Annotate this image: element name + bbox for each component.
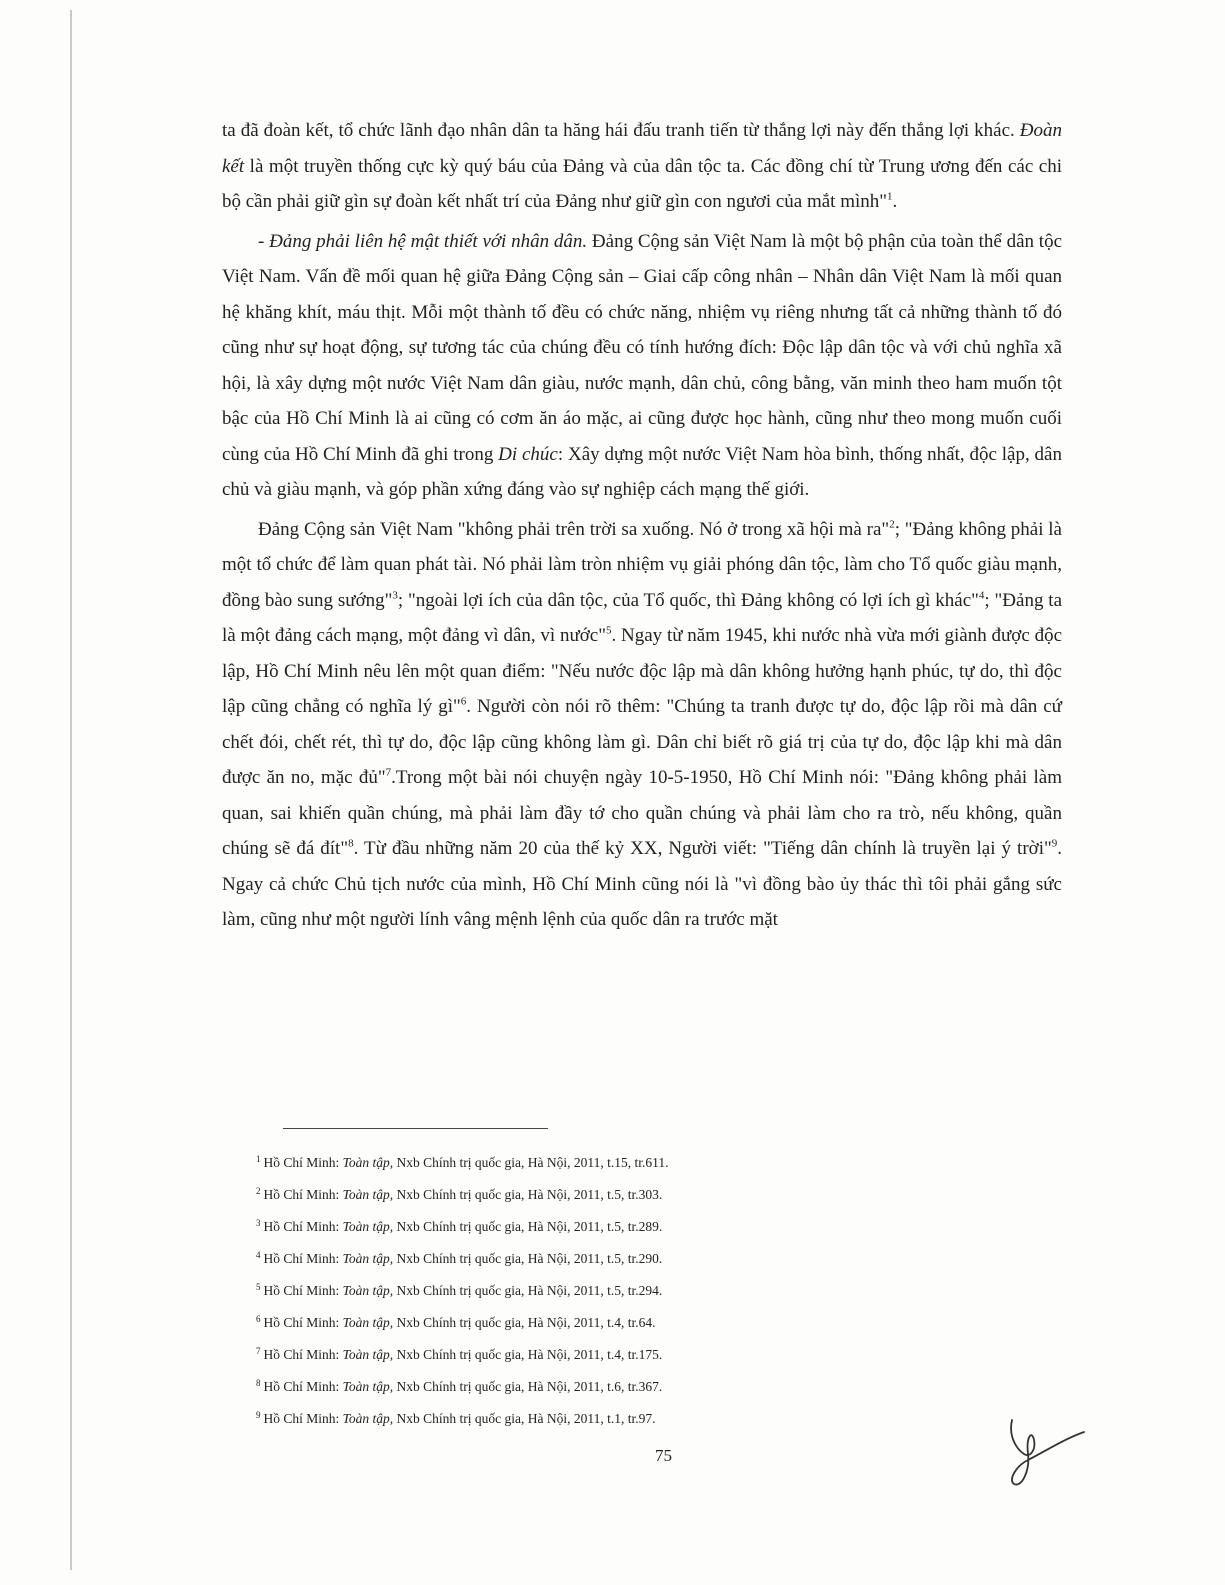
footnote: $^8$ Hồ Chí Minh: Toàn tập, Nxb Chính trị quốc gia, Hà Nội, 2011, t.6, tr.367. <box>256 1377 663 1394</box>
binding-edge-divider <box>70 10 72 1570</box>
footnote: $^7$ Hồ Chí Minh: Toàn tập, Nxb Chính trị quốc gia, Hà Nội, 2011, t.4, tr.175. <box>256 1345 663 1362</box>
footnote-ref[interactable]: 1 <box>887 190 893 203</box>
footnote: $^6$ Hồ Chí Minh: Toàn tập, Nxb Chính trị quốc gia, Hà Nội, 2011, t.4, tr.64. <box>256 1313 656 1330</box>
body-text <box>222 113 1062 938</box>
footnote-ref[interactable]: 4 <box>978 589 985 602</box>
paragraph-3: Đảng Cộng sản Việt Nam "không phải trên trời sa xuống. Nó ở trong xã hội mà ra"$^2$; "Đảng không phải là một tổ chức để làm quan phát tài. Nó phải làm tròn nhiệm vụ giải phóng dân tộc, làm cho Tổ quốc giàu mạnh, đồng bào sung sướng"$^3$; "ngoài lợi ích của dân tộc, của Tổ quốc, thì Đảng không có lợi ích gì khác"$^4$; "Đảng ta là một đảng cách mạng, một đảng vì dân, vì nước"$^5$. Ngay từ năm 1945, khi nước nhà vừa mới giành được độc lập, Hồ Chí Minh nêu lên một quan điểm: "Nếu nước độc lập mà dân không hưởng hạnh phúc, tự do, thì độc lập cũng chẳng có nghĩa lý gì"$^6$. Người còn nói rõ thêm: "Chúng ta tranh được tự do, độc lập rồi mà dân cứ chết đói, chết rét, thì tự do, độc lập cũng không làm gì. Dân chỉ biết rõ giá trị của tự do, độc lập khi mà dân được ăn no, mặc đủ"$^7$.Trong một bài nói chuyện ngày 10-5-1950, Hồ Chí Minh nói: "Đảng không phải làm quan, sai khiến quần chúng, mà phải làm đầy tớ cho quần chúng và phải làm cho ra trò, nếu không, quần chúng sẽ đá đít"$^8$. Từ đầu những năm 20 của thế kỷ XX, Người viết: "Tiếng dân chính là truyền lại ý trời"$^9$. Ngay cả chức Chủ tịch nước của mình, Hồ Chí Minh cũng nói là "vì đồng bào ủy thác thì tôi phải gắng sức làm, cũng như một người lính vâng mệnh lệnh của quốc dân ra trước mặt <box>222 518 1063 930</box>
footnote: $^9$ Hồ Chí Minh: Toàn tập, Nxb Chính trị quốc gia, Hà Nội, 2011, t.1, tr.97. <box>256 1409 656 1426</box>
footnote: $^3$ Hồ Chí Minh: Toàn tập, Nxb Chính trị quốc gia, Hà Nội, 2011, t.5, tr.289. <box>256 1217 663 1234</box>
footnote-ref[interactable]: 8 <box>348 837 354 850</box>
footnotes <box>256 1147 876 1435</box>
footnote: $^2$ Hồ Chí Minh: Toàn tập, Nxb Chính trị quốc gia, Hà Nội, 2011, t.5, tr.303. <box>256 1185 663 1202</box>
footnote-ref[interactable]: 6 <box>460 695 467 708</box>
paragraph-1: ta đã đoàn kết, tổ chức lãnh đạo nhân dân ta hăng hái đấu tranh tiến từ thắng lợi này đến thắng lợi khác. Đoàn kết là một truyền thống cực kỳ quý báu của Đảng và của dân tộc ta. Các đồng chí từ Trung ương đến các chi bộ cần phải giữ gìn sự đoàn kết nhất trí của Đảng như giữ gìn con ngươi của mắt mình"$^1$. <box>222 120 1062 212</box>
page-number: 75 <box>655 1446 672 1465</box>
footnote-ref[interactable]: 2 <box>889 518 895 531</box>
footnote-ref[interactable]: 3 <box>392 589 398 602</box>
footnote-ref[interactable]: 9 <box>1051 837 1058 850</box>
footnote-ref[interactable]: 7 <box>385 766 392 779</box>
footnote: $^4$ Hồ Chí Minh: Toàn tập, Nxb Chính trị quốc gia, Hà Nội, 2011, t.5, tr.290. <box>256 1249 663 1266</box>
paragraph-2: - Đảng phải liên hệ mật thiết với nhân dân. Đảng Cộng sản Việt Nam là một bộ phận của toàn thể dân tộc Việt Nam. Vấn đề mối quan hệ giữa Đảng Cộng sản – Giai cấp công nhân – Nhân dân Việt Nam là mối quan hệ khăng khít, máu thịt. Mỗi một thành tố đều có chức năng, nhiệm vụ riêng nhưng tất cả những thành tố đó cũng như sự hoạt động, sự tương tác của chúng đều có tính hướng đích: Độc lập dân tộc và với chủ nghĩa xã hội, là xây dựng một nước Việt Nam dân giàu, nước mạnh, dân chủ, công bằng, văn minh theo ham muốn tột bậc của Hồ Chí Minh là ai cũng có cơm ăn áo mặc, ai cũng được học hành, cũng như theo mong muốn cuối cùng của Hồ Chí Minh đã ghi trong Di chúc: Xây dựng một nước Việt Nam hòa bình, thống nhất, độc lập, dân chủ và giàu mạnh, và góp phần xứng đáng vào sự nghiệp cách mạng thế giới. <box>222 230 1063 500</box>
section-heading: - Đảng phải liên hệ mật thiết với nhân dân. <box>258 230 588 252</box>
footnote: $^1$ Hồ Chí Minh: Toàn tập, Nxb Chính trị quốc gia, Hà Nội, 2011, t.15, tr.611. <box>256 1153 669 1170</box>
footnote: $^5$ Hồ Chí Minh: Toàn tập, Nxb Chính trị quốc gia, Hà Nội, 2011, t.5, tr.294. <box>256 1281 663 1298</box>
handwritten-initial-icon <box>1000 1410 1090 1500</box>
footnote-ref[interactable]: 5 <box>606 624 612 637</box>
footnote-separator <box>283 1128 548 1129</box>
